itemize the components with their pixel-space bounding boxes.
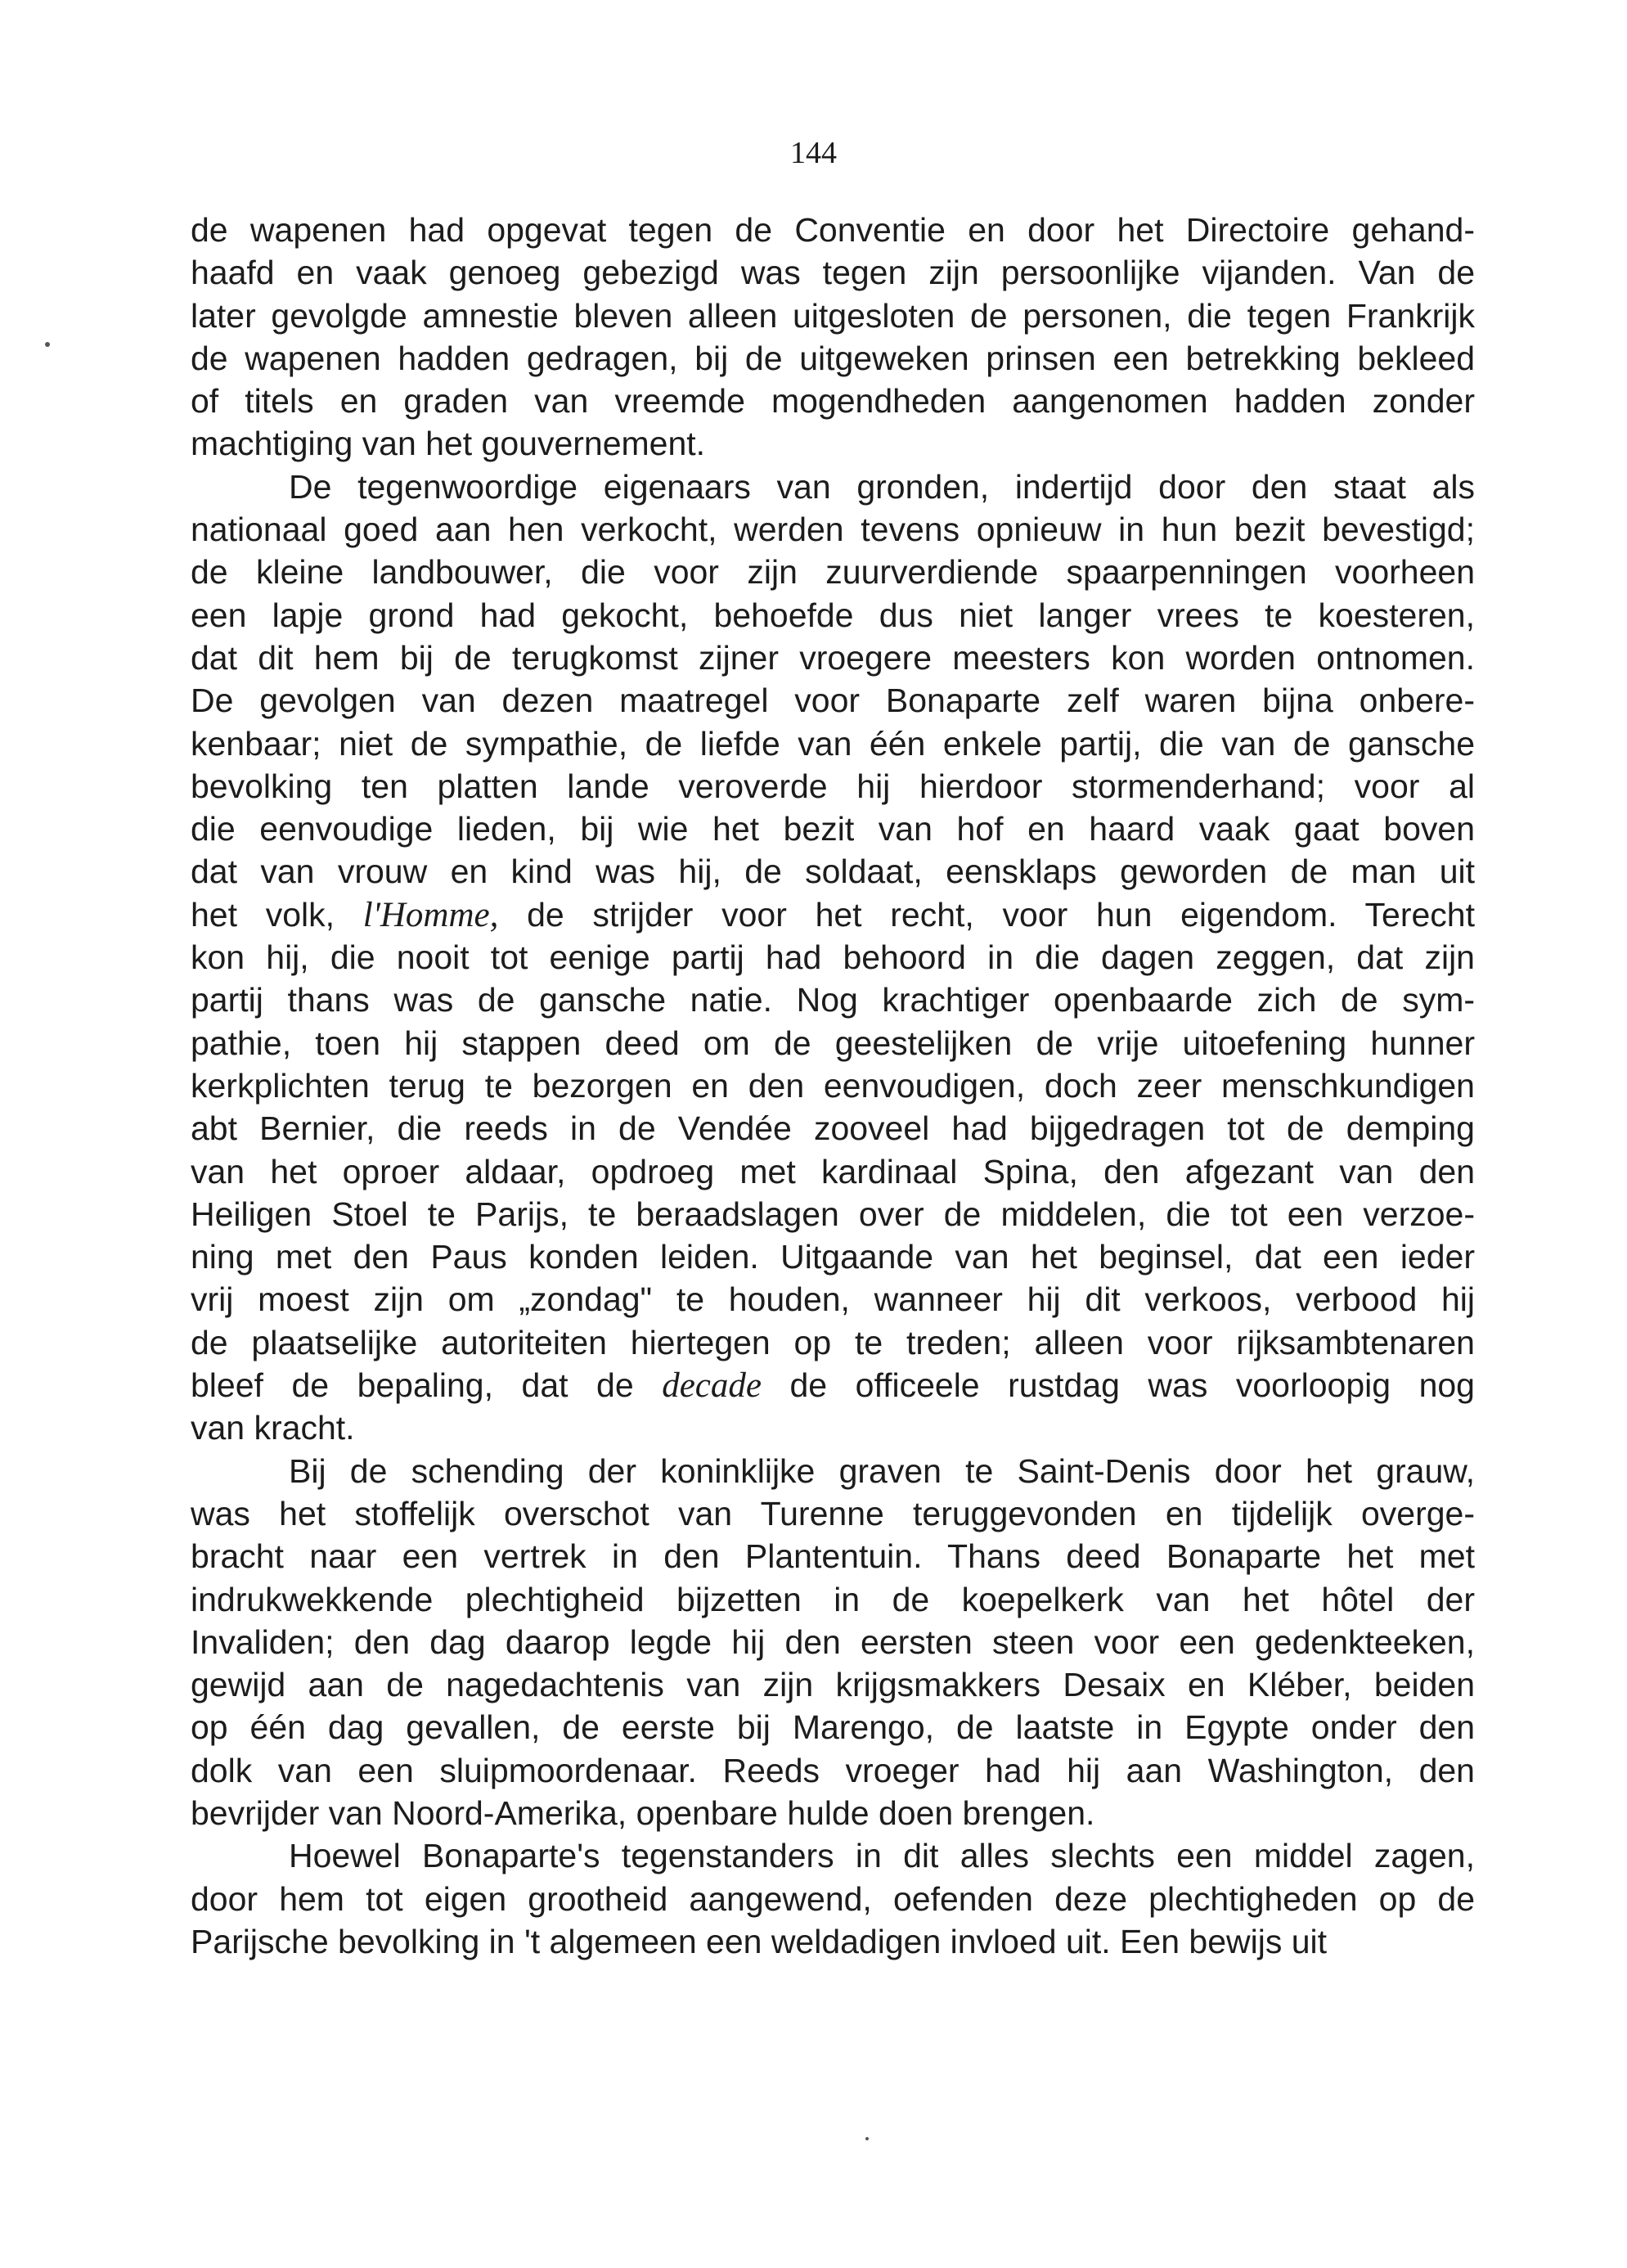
text-segment: bracht naar een vertrek in den Plantentuin. Thans deed Bonaparte het met xyxy=(191,1537,1475,1576)
text-line xyxy=(191,508,1475,551)
text-segment: van kracht. xyxy=(191,1409,355,1447)
text-segment: was het stoffelijk overschot van Turenne teruggevonden en tijdelijk overge- xyxy=(191,1494,1475,1532)
italic-term: l'Homme, xyxy=(362,895,499,934)
text-line xyxy=(191,1278,1475,1321)
scan-speck xyxy=(45,342,50,347)
text-segment: Parijsche bevolking in 't algemeen een weldadigen invloed uit. Een bewijs uit xyxy=(191,1922,1328,1960)
text-line xyxy=(191,1920,1475,1963)
text-segment: of titels en graden van vreemde mogendheden aangenomen hadden zonder xyxy=(191,382,1475,421)
text-segment: bleef de bepaling, dat de xyxy=(191,1366,663,1405)
text-line xyxy=(191,1364,1475,1406)
text-segment: kon hij, die nooit tot eenige partij had behoord in die dagen zeggen, dat zijn xyxy=(191,938,1475,977)
body-text xyxy=(191,209,1475,1963)
text-segment: gewijd aan de nagedachtenis van zijn krijgsmakkers Desaix en Kléber, beiden xyxy=(191,1666,1475,1704)
text-line xyxy=(191,1621,1475,1663)
text-segment: het volk, xyxy=(191,895,363,934)
text-segment: kenbaar; niet de sympathie, de liefde van één enkele partij, die van de gansche xyxy=(191,724,1475,763)
text-line xyxy=(191,1578,1475,1621)
text-segment: indrukwekkende plechtigheid bijzetten in de koepelkerk van het hôtel der xyxy=(191,1580,1475,1618)
text-line xyxy=(191,1235,1475,1278)
text-line xyxy=(191,1663,1475,1706)
paragraph xyxy=(191,1834,1475,1963)
text-line xyxy=(191,1064,1475,1107)
text-segment: pathie, toen hij stappen deed om de geestelijken de vrije uitoefening hunner xyxy=(191,1024,1475,1062)
text-segment: haafd en vaak genoeg gebezigd was tegen zijn persoonlijke vijanden. Van de xyxy=(191,254,1475,292)
text-segment: dat dit hem bij de terugkomst zijner vroegere meesters kon worden ontnomen. xyxy=(191,638,1475,677)
text-segment: die eenvoudige lieden, bij wie het bezit van hof en haard vaak gaat boven xyxy=(191,810,1475,848)
scan-speck xyxy=(865,2137,869,2140)
text-line xyxy=(191,251,1475,294)
text-segment: de officeele rustdag was voorloopig nog xyxy=(761,1366,1475,1405)
text-segment: bevrijder van Noord-Amerika, openbare hulde doen brengen. xyxy=(191,1793,1095,1832)
page-number: 144 xyxy=(790,136,837,170)
text-line xyxy=(191,936,1475,979)
text-line xyxy=(191,1834,1475,1877)
text-line xyxy=(191,1150,1475,1193)
text-segment: Invaliden; den dag daarop legde hij den eersten steen voor een gedenkteeken, xyxy=(191,1622,1475,1661)
text-line xyxy=(191,893,1475,936)
text-line xyxy=(191,337,1475,380)
text-segment: de wapenen had opgevat tegen de Conventie en door het Directoire gehand- xyxy=(191,211,1475,249)
text-line xyxy=(191,679,1475,722)
text-segment: kerkplichten terug te bezorgen en den eenvoudigen, doch zeer menschkundigen xyxy=(191,1066,1475,1105)
text-segment: Hoewel Bonaparte's tegenstanders in dit alles slechts een middel zagen, xyxy=(289,1837,1475,1875)
text-line xyxy=(191,1107,1475,1150)
text-segment: Bij de schending der koninklijke graven te Saint-Denis door het grauw, xyxy=(289,1451,1475,1490)
text-line xyxy=(191,1706,1475,1748)
paragraph xyxy=(191,1450,1475,1835)
text-line xyxy=(191,422,1475,465)
text-line xyxy=(191,551,1475,593)
text-segment: op één dag gevallen, de eerste bij Marengo, de laatste in Egypte onder den xyxy=(191,1708,1475,1747)
text-segment: de strijder voor het recht, voor hun eigendom. Terecht xyxy=(498,895,1475,934)
text-line xyxy=(191,850,1475,893)
text-line xyxy=(191,380,1475,422)
text-segment: de plaatselijke autoriteiten hiertegen op te treden; alleen voor rijksambtenaren xyxy=(191,1323,1475,1361)
text-segment: nationaal goed aan hen verkocht, werden tevens opnieuw in hun bezit bevestigd; xyxy=(191,511,1475,549)
text-segment: machtiging van het gouvernement. xyxy=(191,425,706,463)
text-segment: bevolking ten platten lande veroverde hij hierdoor stormenderhand; voor al xyxy=(191,767,1475,805)
text-line xyxy=(191,466,1475,508)
text-segment: de wapenen hadden gedragen, bij de uitgeweken prinsen een betrekking bekleed xyxy=(191,339,1475,377)
text-line xyxy=(191,1406,1475,1449)
text-line xyxy=(191,594,1475,637)
text-line xyxy=(191,1450,1475,1492)
text-line xyxy=(191,1878,1475,1920)
text-line xyxy=(191,1321,1475,1364)
text-line xyxy=(191,722,1475,765)
text-line xyxy=(191,1792,1475,1834)
text-segment: ning met den Paus konden leiden. Uitgaande van het beginsel, dat een ieder xyxy=(191,1238,1475,1276)
text-line xyxy=(191,295,1475,337)
text-line xyxy=(191,765,1475,808)
text-segment: Heiligen Stoel te Parijs, te beraadslagen over de middelen, die tot een verzoe- xyxy=(191,1195,1475,1233)
text-segment: een lapje grond had gekocht, behoefde dus niet langer vrees te koesteren, xyxy=(191,596,1475,634)
text-segment: dat van vrouw en kind was hij, de soldaat, eensklaps geworden de man uit xyxy=(191,853,1475,891)
paragraph xyxy=(191,466,1475,1450)
text-segment: de kleine landbouwer, die voor zijn zuurverdiende spaarpenningen voorheen xyxy=(191,553,1475,592)
text-line xyxy=(191,1749,1475,1792)
text-segment: later gevolgde amnestie bleven alleen uitgesloten de personen, die tegen Frankrijk xyxy=(191,296,1475,335)
italic-term: decade xyxy=(662,1366,762,1406)
text-line xyxy=(191,808,1475,850)
text-line xyxy=(191,979,1475,1021)
text-segment: dolk van een sluipmoordenaar. Reeds vroeger had hij aan Washington, den xyxy=(191,1751,1475,1789)
paragraph xyxy=(191,209,1475,466)
text-line xyxy=(191,1535,1475,1577)
text-line xyxy=(191,209,1475,251)
text-segment: vrij moest zijn om „zondag" te houden, wanneer hij dit verkoos, verbood hij xyxy=(191,1280,1475,1319)
text-segment: partij thans was de gansche natie. Nog krachtiger openbaarde zich de sym- xyxy=(191,981,1475,1019)
text-line xyxy=(191,1492,1475,1535)
text-line xyxy=(191,1022,1475,1064)
text-segment: van het oproer aldaar, opdroeg met kardinaal Spina, den afgezant van den xyxy=(191,1152,1475,1190)
text-segment: De tegenwoordige eigenaars van gronden, indertijd door den staat als xyxy=(289,467,1475,506)
text-segment: De gevolgen van dezen maatregel voor Bonaparte zelf waren bijna onbere- xyxy=(191,682,1475,720)
text-line xyxy=(191,637,1475,679)
text-segment: door hem tot eigen grootheid aangewend, oefenden deze plechtigheden op de xyxy=(191,1879,1475,1918)
text-segment: abt Bernier, die reeds in de Vendée zooveel had bijgedragen tot de demping xyxy=(191,1109,1475,1148)
text-line xyxy=(191,1193,1475,1235)
